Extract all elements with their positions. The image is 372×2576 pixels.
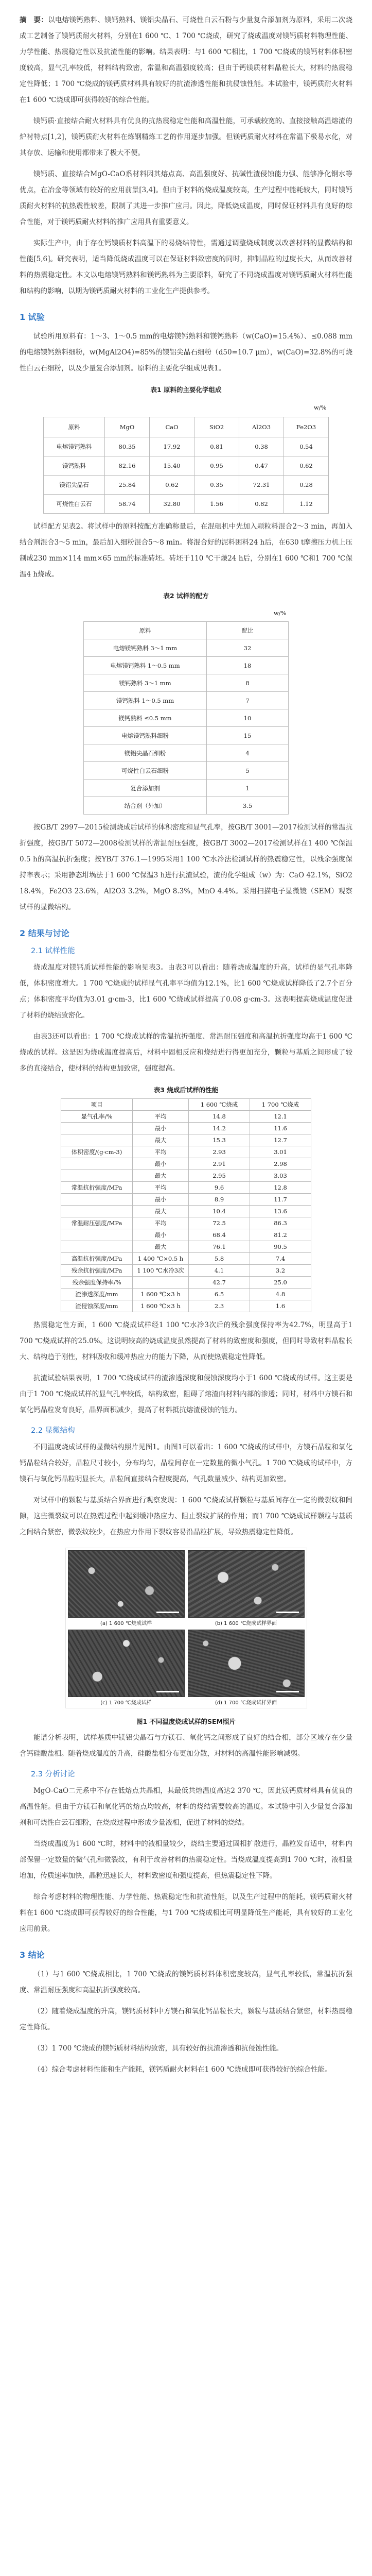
table-cell <box>61 1123 133 1134</box>
table-row <box>44 495 329 514</box>
table-cell: 常温耐压强度/MPa <box>61 1217 133 1229</box>
table-cell: 10.4 <box>189 1206 250 1217</box>
table-cell: 1.6 <box>250 1300 311 1312</box>
table-cell: 15.3 <box>189 1134 250 1146</box>
table-cell: 2.93 <box>189 1146 250 1158</box>
table-cell: 6.5 <box>189 1289 250 1300</box>
table3-col-header: 1 700 ℃烧成 <box>250 1099 311 1111</box>
table-cell: 58.74 <box>105 495 150 514</box>
table-cell: 82.16 <box>105 456 150 476</box>
table-cell: 1 <box>207 779 289 797</box>
table-cell: 2.98 <box>250 1158 311 1170</box>
table-cell: 电熔镁钙熟料细粉 <box>84 727 207 744</box>
intro-paragraph: 镁钙质、直接结合MgO-CaO系材料因其熔点高、高温强度好、抗碱性渣侵蚀能力强、能够净化钢水等优点，在冶金等领域有较好的应用前景[3,4]。但由于材料的烧成温度较高，生产过程中能耗较大，同时镁钙质耐火材料的抗热震性较差，限制了其进一步推广应用。因此，降低烧成温度，同时保证材料具有良好的综合性能，对于镁钙质耐火材料的推广应用具有重要意义。 <box>20 170 352 226</box>
table-cell <box>61 1158 133 1170</box>
table-row <box>61 1146 311 1158</box>
table-cell: 3.03 <box>250 1170 311 1182</box>
table-cell: 12.8 <box>250 1182 311 1194</box>
table1-unit: w/% <box>44 398 329 417</box>
table-cell: 72.31 <box>239 476 284 495</box>
abstract <box>20 12 352 108</box>
table-cell: 5.8 <box>189 1253 250 1265</box>
table1-caption: 表1 原料的主要化学组成 <box>150 386 222 394</box>
table-cell: 2.3 <box>189 1300 250 1312</box>
conclusion-item: （3）1 700 ℃烧成的镁钙质材料结构致密，具有较好的抗渣渗透和抗侵蚀性能。 <box>33 2044 284 2053</box>
table-cell: 15.40 <box>150 456 194 476</box>
table-cell: 平均 <box>133 1146 189 1158</box>
table-cell: 25.0 <box>250 1277 311 1289</box>
introduction <box>20 113 352 299</box>
table-row <box>61 1182 311 1194</box>
table-cell: 3.5 <box>207 797 289 815</box>
conclusion-item: （1）与1 600 ℃烧成相比，1 700 ℃烧成的镁钙质材料体积密度较高，显气孔率较低，常温抗折强度、常温耐压强度和高温抗折强度较高。 <box>20 1970 352 1994</box>
table-cell: 残余抗折强度/MPa <box>61 1265 133 1277</box>
table-cell: 1 600 ℃×3 h <box>133 1300 189 1312</box>
table-cell: 4.8 <box>250 1289 311 1300</box>
table-row <box>84 762 289 779</box>
table-cell: 镁钙熟料 ≤0.5 mm <box>84 709 207 727</box>
table2-col-header: 配比 <box>207 622 289 639</box>
table-row <box>84 779 289 797</box>
figure1-caption: 图1 不同温度烧成试样的SEM照片 <box>136 1718 236 1725</box>
table-cell: 平均 <box>133 1217 189 1229</box>
table-row <box>61 1111 311 1123</box>
table-cell: 镁铝尖晶石细粉 <box>84 744 207 762</box>
results-paragraph: 烧成温度对镁钙质试样性能的影响见表3。由表3可以看出：随着烧成温度的升高，试样的显气孔率降低，体积密度增大。1 700 ℃烧成的试样显气孔率平均值为12.1%，比1 600 ℃烧成试样降低了2.7个百分点；体积密度平均值为3.01 g·cm-3，比1 600 ℃烧成试样提高了0.08 g·cm-3。这表明提高烧成温度促进了材料的烧结致密化。 <box>20 963 352 1020</box>
sem-panel-label: (a) 1 600 ℃烧成试样 <box>100 1621 152 1626</box>
table3-col-header <box>133 1099 189 1111</box>
abstract-label: 摘 要： <box>20 16 48 24</box>
table-cell: 镁铝尖晶石 <box>44 476 105 495</box>
table-cell: 最大 <box>133 1170 189 1182</box>
experiment-paragraph: 按GB/T 2997—2015检测烧成后试样的体积密度和显气孔率，按GB/T 3001—2017检测试样的常温抗折强度，按GB/T 5072—2008检测试样的常温耐压强度，按GB/T 3002—2017检测试样在1 400 ℃保温0.5 h的高温抗折强度；按YB/T 376.1—1995采用1 100 ℃水冷法检测试样的热震稳定性，以残余强度保持率表示；采用静态坩埚法于1 600 ℃保温3 h进行抗渣试验，渣的化学组成（w）为：CaO 42.1%，SiO2 18.4%，Fe2O3 23.6%，Al2O3 3.2%，MgO 8.3%，MnO 4.4%。采用扫描电子显微镜（SEM）观察试样的显微结构。 <box>20 823 352 911</box>
table-cell: 25.84 <box>105 476 150 495</box>
intro-paragraph: 镁钙质·直接结合耐火材料具有优良的抗热震稳定性能和高温性能，可承载较宽的、直接接触高温熔渣的炉衬特点[1,2]，镁钙质耐火材料在炼钢精炼工艺的作用逐步加强。但镁钙质耐火材料在常温下极易水化，对其存放、运输和使用都带来了极大不便。 <box>20 117 352 157</box>
table-cell: 81.2 <box>250 1229 311 1241</box>
table-cell: 高温抗折强度/MPa <box>61 1253 133 1265</box>
table-cell <box>61 1170 133 1182</box>
table-cell: 4 <box>207 744 289 762</box>
table-cell: 14.2 <box>189 1123 250 1134</box>
table-cell: 9.6 <box>189 1182 250 1194</box>
table-cell: 12.7 <box>250 1134 311 1146</box>
discussion-paragraph: MgO-CaO二元系中不存在低熔点共晶相，其最低共熔温度高达2 370 ℃，因此镁钙质材料具有优良的高温性能。但由于方镁石和氧化钙的熔点均较高，材料的烧结需要较高的温度。本试验中引入少量复合添加剂和可烧性白云石细粉，在烧成过程中形成少量液相，促进了材料的烧结。 <box>20 1787 352 1827</box>
sem-micrograph-image <box>188 1630 305 1697</box>
table-cell: 最大 <box>133 1134 189 1146</box>
table-cell: 0.35 <box>194 476 239 495</box>
table1-col-header: 原料 <box>44 417 105 437</box>
table-row <box>44 456 329 476</box>
table-row <box>61 1158 311 1170</box>
sem-micrograph-image <box>188 1550 305 1618</box>
section-heading-experiment: 1 试验 <box>20 312 45 322</box>
table-cell <box>61 1134 133 1146</box>
scale-bar <box>156 1691 179 1692</box>
experiment-paragraph: 试验所用原料有：1～3、1～0.5 mm的电熔镁钙熟料和镁钙熟料（w(CaO)=15.4%）、≤0.088 mm的电熔镁钙熟料细粉，w(MgAl2O4)=85%的镁铝尖晶石细粉（d50=10.7 μm），w(CaO)=32.8%的可烧性白云石细粉，以及少量复合添加剂。原料的主要化学组成见表1。 <box>20 332 352 372</box>
microstructure-paragraph: 不同温度烧成试样的显微结构照片见图1。由图1可以看出：1 600 ℃烧成的试样中，方镁石晶粒和氧化钙晶粒结合较好，晶粒尺寸较小，分布均匀，晶粒间存在一定数量的微小气孔。1 700 ℃烧成的试样中，方镁石与氧化钙晶粒明显长大，晶粒间直接结合程度提高，气孔数量减少、结构更加致密。 <box>20 1443 352 1483</box>
table-cell: 90.5 <box>250 1241 311 1253</box>
table-cell: 镁钙熟料 3～1 mm <box>84 674 207 692</box>
table-cell: 2.95 <box>189 1170 250 1182</box>
table-cell: 17.92 <box>150 437 194 456</box>
table-cell: 1.56 <box>194 495 239 514</box>
table-cell: 电熔镁钙熟料 3～1 mm <box>84 639 207 657</box>
table-cell: 15 <box>207 727 289 744</box>
table-cell <box>133 1277 189 1289</box>
conclusion-item: （4）综合考虑材料性能和生产能耗，镁钙质耐火材料在1 600 ℃烧成即可获得较好的综合性能。 <box>33 2065 332 2074</box>
table-row <box>61 1277 311 1289</box>
table-cell: 最小 <box>133 1158 189 1170</box>
table-row <box>61 1217 311 1229</box>
sem-panel-label: (d) 1 700 ℃烧成试样界面 <box>215 1700 277 1706</box>
results-paragraph: 抗渣试验结果表明，1 700 ℃烧成试样的渣渗透深度和侵蚀深度均小于1 600 ℃烧成的试样。这主要是由于1 700 ℃烧成试样的显气孔率较低，结构致密，阻碍了熔渣向材料内部的渗透；同时，材料中方镁石和氧化钙晶粒发育良好，晶界面积减少，提高了材料抵抗熔渣侵蚀的能力。 <box>20 1374 352 1414</box>
table-row <box>61 1206 311 1217</box>
table-row <box>61 1194 311 1206</box>
table-cell: 5 <box>207 762 289 779</box>
table-cell: 可烧性白云石 <box>44 495 105 514</box>
table-cell: 10 <box>207 709 289 727</box>
table-cell: 0.95 <box>194 456 239 476</box>
results-paragraph: 由表3还可以看出：1 700 ℃烧成试样的常温抗折强度、常温耐压强度和高温抗折强度均高于1 600 ℃烧成的试样。这是因为烧成温度提高后，材料中固相反应和烧结进行得更加充分，颗粒与基质之间形成了较多的直接结合，使材料的结构更加致密，强度提高。 <box>20 1032 352 1073</box>
table-row <box>61 1229 311 1241</box>
table-cell: 12.1 <box>250 1111 311 1123</box>
table-cell: 平均 <box>133 1182 189 1194</box>
results-paragraph: 热震稳定性方面，1 600 ℃烧成试样经1 100 ℃水冷3次后的残余强度保持率为42.7%，明显高于1 700 ℃烧成试样的25.0%。这说明较高的烧成温度虽然提高了材料的致密度和强度，但同时导致材料晶粒长大、结构趋于刚性，材料吸收和缓冲热应力的能力下降，从而使热震稳定性降低。 <box>20 1321 352 1361</box>
sem-panel-d <box>188 1630 305 1706</box>
section-heading-conclusions: 3 结论 <box>20 1950 45 1960</box>
table-cell: 8.9 <box>189 1194 250 1206</box>
table2-caption: 表2 试样的配方 <box>163 592 209 600</box>
table-cell: 4.1 <box>189 1265 250 1277</box>
table-cell: 最小 <box>133 1123 189 1134</box>
subsection-heading-microstructure: 2.2 显微结构 <box>31 1427 75 1435</box>
table-cell: 最大 <box>133 1206 189 1217</box>
table1-col-header: CaO <box>150 417 194 437</box>
table-row <box>84 709 289 727</box>
table-cell: 最小 <box>133 1194 189 1206</box>
table-cell: 电熔镁钙熟料 <box>44 437 105 456</box>
table3-col-header: 项目 <box>61 1099 133 1111</box>
scale-bar <box>276 1691 299 1692</box>
table-cell: 可烧性白云石细粉 <box>84 762 207 779</box>
sem-micrograph-image <box>68 1550 185 1618</box>
table-cell: 76.1 <box>189 1241 250 1253</box>
table3-col-header: 1 600 ℃烧成 <box>189 1099 250 1111</box>
table-row <box>61 1241 311 1253</box>
table-row <box>61 1300 311 1312</box>
scale-bar <box>156 1612 179 1613</box>
table-cell: 0.62 <box>284 456 329 476</box>
sem-figure <box>65 1548 307 1708</box>
table-row <box>84 797 289 815</box>
discussion-paragraph: 综合考虑材料的物理性能、力学性能、热震稳定性和抗渣性能，以及生产过程中的能耗，镁钙质耐火材料在1 600 ℃烧成即可获得较好的综合性能，与1 700 ℃烧成相比可明显降低生产能耗，具有较好的工业化应用前景。 <box>20 1893 352 1933</box>
sem-panel-label: (c) 1 700 ℃烧成试样 <box>100 1700 152 1706</box>
table-cell: 72.5 <box>189 1217 250 1229</box>
table-cell: 0.81 <box>194 437 239 456</box>
sem-panel-a <box>68 1550 185 1626</box>
table-cell: 18 <box>207 657 289 674</box>
table-cell: 渣渗透深度/mm <box>61 1289 133 1300</box>
sem-panel-c <box>68 1630 185 1706</box>
microstructure-paragraph: 能谱分析表明，试样基质中镁铝尖晶石与方镁石、氧化钙之间形成了良好的结合相，部分区域存在少量含钙硅酸盐相。随着烧成温度的升高，硅酸盐相分布更加分散，对材料的高温性能影响减弱。 <box>20 1734 352 1758</box>
table-cell: 常温抗折强度/MPa <box>61 1182 133 1194</box>
table1-col-header: Al2O3 <box>239 417 284 437</box>
table1-col-header: Fe2O3 <box>284 417 329 437</box>
table-cell: 1 100 ℃水冷3次 <box>133 1265 189 1277</box>
table-cell: 残余强度保持率/% <box>61 1277 133 1289</box>
table2-col-header: 原料 <box>84 622 207 639</box>
table-cell: 11.6 <box>250 1123 311 1134</box>
table-cell: 3.01 <box>250 1146 311 1158</box>
table3-caption: 表3 烧成后试样的性能 <box>153 1086 219 1094</box>
table-row <box>61 1253 311 1265</box>
table-cell: 1 600 ℃×3 h <box>133 1289 189 1300</box>
table2-header-row <box>84 622 289 639</box>
table-row <box>61 1170 311 1182</box>
table2-unit: w/% <box>84 604 289 622</box>
table-row <box>84 674 289 692</box>
table-cell: 0.62 <box>150 476 194 495</box>
table-cell: 68.4 <box>189 1229 250 1241</box>
table-cell: 体积密度/(g·cm-3) <box>61 1146 133 1158</box>
table-cell: 0.28 <box>284 476 329 495</box>
table-row <box>84 727 289 744</box>
table-cell: 1.12 <box>284 495 329 514</box>
table-cell: 最大 <box>133 1241 189 1253</box>
table-cell: 渣侵蚀深度/mm <box>61 1300 133 1312</box>
sem-panel-b <box>188 1550 305 1626</box>
conclusion-item: （2）随着烧成温度的升高，镁钙质材料中方镁石和氧化钙晶粒长大，颗粒与基质结合紧密，材料热震稳定性降低。 <box>20 2007 352 2031</box>
table-cell: 最小 <box>133 1229 189 1241</box>
table-cell: 平均 <box>133 1111 189 1123</box>
table-cell: 复合添加剂 <box>84 779 207 797</box>
table-cell: 13.6 <box>250 1206 311 1217</box>
table-cell: 42.7 <box>189 1277 250 1289</box>
table1-col-header: MgO <box>105 417 150 437</box>
table-cell: 8 <box>207 674 289 692</box>
table-cell <box>61 1206 133 1217</box>
table-cell <box>61 1229 133 1241</box>
table-row <box>84 692 289 709</box>
intro-paragraph: 实际生产中，由于存在钙镁质材料高温下的易烧结特性，需通过调整烧成制度以改善材料的显微结构和性能[5,6]。研究表明，适当降低烧成温度可以在保证材料致密度的同时，抑制晶粒的过度长大，从而改善材料的热震稳定性。本文以电熔镁钙熟料和镁钙熟料为主要原料，研究了不同烧成温度对镁钙质耐火材料性能和结构的影响，以期为镁钙质耐火材料的工业化生产提供参考。 <box>20 239 352 295</box>
table-row <box>84 744 289 762</box>
table-cell: 7 <box>207 692 289 709</box>
table-row <box>44 437 329 456</box>
sem-panel-grid <box>68 1550 305 1706</box>
table-cell: 0.38 <box>239 437 284 456</box>
sem-panel-label: (b) 1 600 ℃烧成试样界面 <box>215 1621 277 1626</box>
table-cell: 11.7 <box>250 1194 311 1206</box>
table-row <box>61 1134 311 1146</box>
table-row <box>61 1123 311 1134</box>
table-cell: 32.80 <box>150 495 194 514</box>
experiment-paragraph: 试样配方见表2。将试样中的原料按配方准确称量后，在混碾机中先加入颗粒料混合2～3 min，再加入结合剂混合3～5 min，最后加入细粉混合5～8 min。将混合好的泥料困料24 h后，在630 t摩擦压力机上压制成230 mm×114 mm×65 mm的标准砖坯。砖坯于110 ℃干燥24 h后，分别在1 600 ℃和1 700 ℃保温4 h烧成。 <box>20 522 352 579</box>
table-row <box>84 657 289 674</box>
table-cell: 电熔镁钙熟料 1～0.5 mm <box>84 657 207 674</box>
discussion-paragraph: 当烧成温度为1 600 ℃时，材料中的液相量较少，烧结主要通过固相扩散进行，晶粒发育适中，材料内部保留一定数量的微气孔和微裂纹，有利于改善材料的热震稳定性。当烧成温度提高到1 700 ℃时，液相量增加，传质速率加快，晶粒迅速长大，材料致密度和强度提高，但热震稳定性下降。 <box>20 1840 352 1880</box>
table-cell <box>61 1194 133 1206</box>
table-cell: 7.4 <box>250 1253 311 1265</box>
microstructure-paragraph: 对试样中的颗粒与基质结合界面进行观察发现：1 600 ℃烧成试样颗粒与基质间存在一定的微裂纹和间隙，这些微裂纹可以在热震过程中起到缓冲热应力、阻止裂纹扩展的作用；而1 700 ℃烧成试样颗粒与基质之间结合紧密，微裂纹较少，在热应力作用下裂纹容易沿晶粒扩展，导致热震稳定性降低。 <box>20 1496 352 1536</box>
table1-col-header: SiO2 <box>194 417 239 437</box>
table-cell: 1 400 ℃×0.5 h <box>133 1253 189 1265</box>
table-properties <box>61 1098 311 1312</box>
table-cell: 镁钙熟料 <box>44 456 105 476</box>
subsection-heading-properties: 2.1 试样性能 <box>31 947 75 955</box>
table-cell: 2.91 <box>189 1158 250 1170</box>
table-cell: 结合剂（外加） <box>84 797 207 815</box>
table-row <box>61 1289 311 1300</box>
abstract-text: 以电熔镁钙熟料、镁钙熟料、镁铝尖晶石、可烧性白云石粉与少量复合添加剂为原料，采用二次烧成工艺制备了镁钙质耐火材料，分别在1 600 ℃、1 700 ℃烧成，研究了烧成温度对镁钙质材料物理性能、力学性能、热震稳定性以及抗渣性能的影响。结果表明：与1 600 ℃相比，1 700 ℃烧成的镁钙材料体积密度较高，显气孔率较低，材料结构致密，常温和高温强度较高；但由于钙镁质材料晶粒长大，材料的热震稳定性降低；1 700 ℃烧成的镁钙质材料具有较好的抗渣渗透性能和抗侵蚀性能。本试验中，镁钙质耐火材料在1 600 ℃烧成即可获得较好的综合性能。 <box>20 16 353 104</box>
table-row <box>44 476 329 495</box>
table-cell: 镁钙熟料 1～0.5 mm <box>84 692 207 709</box>
table-row <box>61 1265 311 1277</box>
table-cell: 86.3 <box>250 1217 311 1229</box>
table-cell: 80.35 <box>105 437 150 456</box>
section-heading-results: 2 结果与讨论 <box>20 928 69 938</box>
table-cell: 32 <box>207 639 289 657</box>
scale-bar <box>276 1612 299 1613</box>
table-cell: 14.8 <box>189 1111 250 1123</box>
subsection-heading-discussion: 2.3 分析讨论 <box>31 1770 75 1778</box>
table-raw-materials <box>43 398 329 514</box>
table-cell <box>61 1241 133 1253</box>
table-cell: 0.47 <box>239 456 284 476</box>
table-cell: 0.54 <box>284 437 329 456</box>
table-cell: 3.2 <box>250 1265 311 1277</box>
sem-micrograph-image <box>68 1630 185 1697</box>
table1-header-row <box>44 417 329 437</box>
table-row <box>84 639 289 657</box>
table-formulation <box>83 604 289 815</box>
table-cell: 0.82 <box>239 495 284 514</box>
table-cell: 显气孔率/% <box>61 1111 133 1123</box>
table3-header-row <box>61 1099 311 1111</box>
